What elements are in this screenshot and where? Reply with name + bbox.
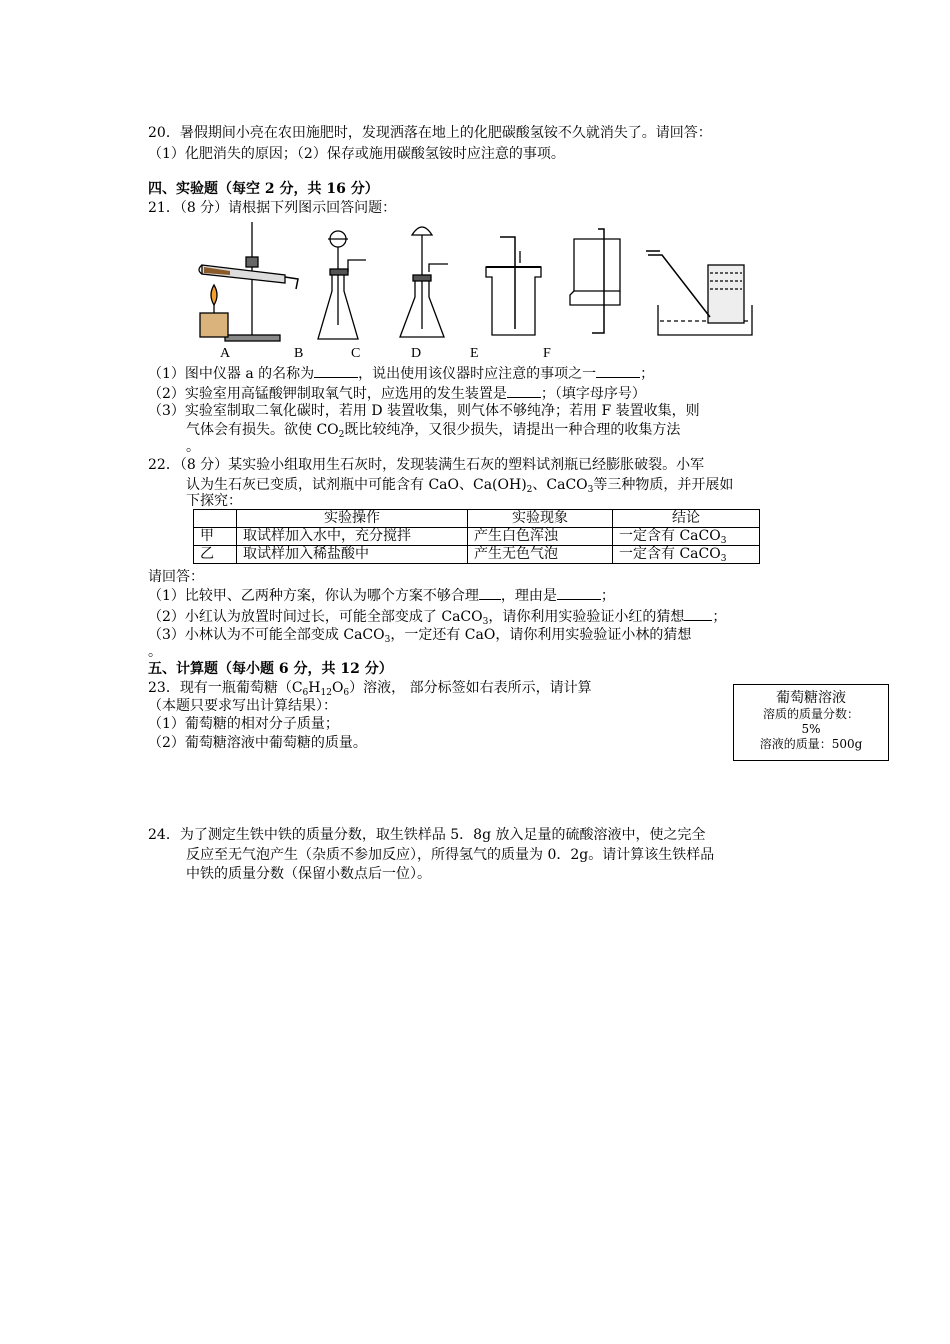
table-cell: 产生白色浑浊 <box>468 528 613 546</box>
label-title: 葡萄糖溶液 <box>776 690 846 706</box>
answer-blank[interactable] <box>596 363 640 378</box>
apparatus-f-icon <box>646 251 752 335</box>
answer-blank[interactable] <box>684 606 712 621</box>
apparatus-b-icon <box>318 231 366 339</box>
lab-apparatus-figure <box>190 217 770 347</box>
answer-blank[interactable] <box>507 383 541 398</box>
q22-part3: （3）小林认为不可能全部变成 CaCO$_3$，一定还有 CaO，请你利用实验验证小林的猜想 <box>148 627 692 645</box>
apparatus-d-icon <box>486 237 541 335</box>
apparatus-e-icon <box>570 229 620 333</box>
label-line: 溶液的质量：500g <box>759 737 863 751</box>
table-cell: 取试样加入水中，充分搅拌 <box>237 528 468 546</box>
apparatus-label-f: F <box>543 346 551 361</box>
q23-part2: （2）葡萄糖溶液中葡萄糖的质量。 <box>148 735 367 751</box>
table-header <box>194 510 237 528</box>
table-cell: 乙 <box>194 546 237 564</box>
label-line: 溶质的质量分数： <box>762 707 859 721</box>
q23-part1: （1）葡萄糖的相对分子质量； <box>148 716 339 732</box>
q22-part1: （1）比较甲、乙两种方案，你认为哪个方案不够合理 ，理由是 ； <box>148 585 615 605</box>
table-cell: 甲 <box>194 528 237 546</box>
q21-part1: （1）图中仪器 a 的名称为 ，说出使用该仪器时应注意的事项之一 ； <box>148 363 654 383</box>
table-row <box>194 528 760 546</box>
answer-blank[interactable] <box>479 585 501 600</box>
table-row <box>194 546 760 564</box>
glucose-label-box <box>733 684 889 761</box>
apparatus-label-c: C <box>351 346 361 361</box>
table-header: 实验操作 <box>237 510 468 528</box>
answer-blank[interactable] <box>557 585 601 600</box>
apparatus-c-icon <box>400 227 448 337</box>
apparatus-a-icon <box>199 222 298 341</box>
q22-line1: 22．（8 分）某实验小组取用生石灰时，发现装满生石灰的塑料试剂瓶已经膨胀破裂。小军 <box>148 457 705 473</box>
q22-line3: 下探究： <box>186 493 242 509</box>
q21-intro: 21．（8 分）请根据下列图示回答问题： <box>148 200 397 216</box>
q21-part3-line2: 气体会有损失。欲使 $CO_2$既比较纯净，又很少损失，请提出一种合理的收集方法 <box>186 422 681 440</box>
apparatus-label-b: B <box>294 346 304 361</box>
table-header: 实验现象 <box>468 510 613 528</box>
q24-line2: 反应至无气泡产生（杂质不参加反应），所得氢气的质量为 0．2g。请计算该生铁样品 <box>186 847 715 863</box>
table-cell: 产生无色气泡 <box>468 546 613 564</box>
section-4-heading: 四、实验题（每空 2 分，共 16 分） <box>148 181 379 197</box>
q23-line1: 23．现有一瓶葡萄糖$(C_6H_{12}O_6)$溶液， 部分标签如右表所示，请计算 <box>148 680 592 698</box>
table-header-row <box>194 510 760 528</box>
q24-line1: 24．为了测定生铁中铁的质量分数，取生铁样品 5．8g 放入足量的硫酸溶液中，使之完全 <box>148 827 706 843</box>
q24-line3: 中铁的质量分数（保留小数点后一位）。 <box>186 866 431 882</box>
q22-part2: （2）小红认为放置时间过长，可能全部变成了 CaCO$_3$，请你利用实验验证小红的猜想 ； <box>148 606 726 626</box>
q23-line2: （本题只要求写出计算结果）： <box>148 698 337 714</box>
experiment-table <box>193 509 760 564</box>
q22-ask: 请回答： <box>148 569 204 585</box>
q21-part3-line1: （3）实验室制取二氧化碳时，若用 D 装置收集，则气体不够纯净；若用 F 装置收集，则 <box>148 403 700 419</box>
q20-line1: 20．暑假期间小亮在农田施肥时，发现洒落在地上的化肥碳酸氢铵不久就消失了。请回答： <box>148 125 712 141</box>
answer-blank[interactable] <box>314 363 358 378</box>
apparatus-label-d: D <box>411 346 422 361</box>
table-header: 结论 <box>613 510 760 528</box>
q22-line2: 认为生石灰已变质，试剂瓶中可能含有 CaO、$Ca(OH)_2$、CaCO$_3$等三种物质，并开展如 <box>186 477 734 495</box>
label-line: 5% <box>801 722 821 736</box>
table-cell: 一定含有 CaCO$_3$ <box>613 528 760 546</box>
table-cell: 取试样加入稀盐酸中 <box>237 546 468 564</box>
q22-part3-end: 。 <box>148 644 162 660</box>
apparatus-label-e: E <box>470 346 479 361</box>
q21-part2: （2）实验室用高锰酸钾制取氧气时，应选用的发生装置是 ；（填字母序号） <box>148 383 646 403</box>
section-5-heading: 五、计算题（每小题 6 分，共 12 分） <box>148 661 393 677</box>
q21-part3-line3: 。 <box>186 439 200 455</box>
table-cell: 一定含有 CaCO$_3$ <box>613 546 760 564</box>
apparatus-label-a: A <box>220 346 231 361</box>
q20-line2: （1）化肥消失的原因；（2）保存或施用碳酸氢铵时应注意的事项。 <box>148 146 565 162</box>
